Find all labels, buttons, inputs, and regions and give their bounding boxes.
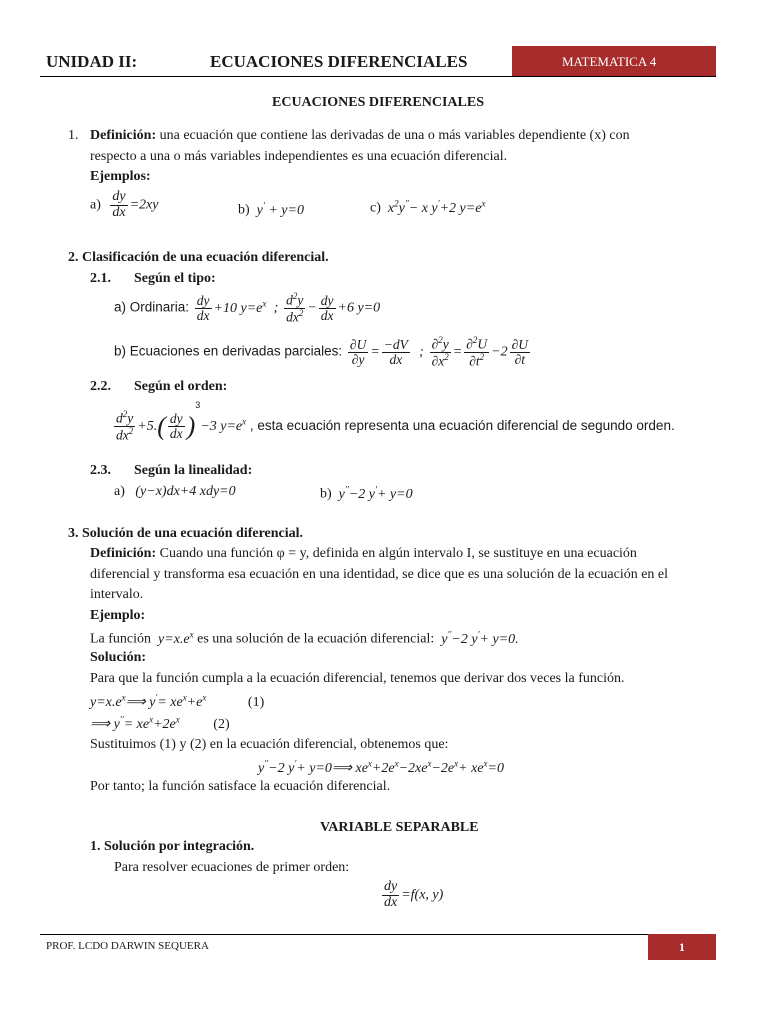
- sec22-eq: $\frac{d^2y}{dx^2}$ +5.( $\frac{dy}{dx}$ )$^3$−3 $y=e^x$ , esta ecuación representa una ecuación diferencial de segundo orden.: [116, 400, 675, 443]
- sec23-title: Según la linealidad:: [134, 463, 253, 478]
- varsep-eq: $\frac{dy}{dx}$ =f(x, y): [384, 879, 444, 910]
- footer-author: PROF. LCDO DARWIN SEQUERA: [46, 940, 209, 952]
- sec3-def-line1: [90, 546, 637, 562]
- varsep-text: Para resolver ecuaciones de primer orden:: [114, 860, 350, 875]
- ex-c-label: c): [370, 200, 381, 216]
- ex-b-label: b): [238, 202, 250, 218]
- sec3-title: 3. Solución de una ecuación diferencial.: [68, 526, 304, 541]
- header-unit: UNIDAD II:: [46, 52, 138, 71]
- sec23-a: a) (y−x)dx+4 xdy=0: [114, 484, 236, 499]
- footer-page-number: 1: [679, 940, 685, 954]
- sec23-a-label: a): [114, 484, 125, 499]
- sec1-text2: respecto a una o más variables independientes es una ecuación diferencial.: [90, 149, 508, 164]
- header-rule: [40, 76, 716, 77]
- header-subject: ECUACIONES DIFERENCIALES: [210, 52, 468, 71]
- sec2-title: 2. Clasificación de una ecuación diferencial.: [68, 250, 329, 265]
- sec21-a: a) Ordinaria: $\frac{dy}{dx}$ +10 $y=e^x$ ; $\frac{d^2y}{dx^2}$ − $\frac{dy}{dx}$ +6 y=0: [114, 291, 381, 325]
- sec3-conclusion: Por tanto; la función satisface la ecuación diferencial.: [90, 779, 391, 794]
- page-title: ECUACIONES DIFERENCIALES: [272, 95, 484, 110]
- sec3-def-label: Definición:: [90, 546, 157, 561]
- footer-page-box: [648, 934, 716, 960]
- sec23-b-label: b): [320, 486, 332, 502]
- sec1-line1: [90, 128, 630, 144]
- sec1-example-a: a) $\frac{dy}{dx}$ =2xy: [90, 189, 159, 220]
- varsep-title: VARIABLE SEPARABLE: [320, 820, 479, 835]
- header-course-box: [512, 46, 716, 76]
- sec3-subst-eq: y′′−2 y′+ y=0⟹ $xe^x+2e^x-2xe^x-2e^x+ xe^x=0$: [258, 758, 504, 776]
- sec3-example-label: Ejemplo:: [90, 608, 146, 623]
- sec1-examples-label: Ejemplos:: [90, 169, 151, 184]
- sec3-example-text2: es una solución de la ecuación diferencial:: [197, 631, 435, 647]
- sec1-text1: una ecuación que contiene las derivadas de una o más variables dependiente (x) con: [159, 128, 630, 143]
- sec3-def-text2: diferencial y transforma esa ecuación en una identidad, se dice que es una solución de la ecuación en el: [90, 567, 669, 582]
- sec23-num: 2.3.: [90, 463, 111, 478]
- sec3-def-text3: intervalo.: [90, 587, 144, 602]
- sec3-eq2: ⟹ $y''= xe^x+2e^x$ (2): [90, 714, 230, 732]
- sec3-eq1-tag: (1): [247, 694, 265, 710]
- sec3-eq2-tag: (2): [213, 716, 230, 732]
- sec23-b: b) y′′−2 y′+ y=0: [320, 484, 413, 502]
- sec22-num: 2.2.: [90, 379, 111, 394]
- sec3-eq1: $y=x.e^x⟹$ $y'= xe^x+e^x$ (1): [90, 692, 265, 710]
- sec21-title: Según el tipo:: [134, 271, 216, 286]
- footer-rule: [40, 934, 716, 935]
- sec3-example-line: La función $y=x.e^x$ es una solución de la ecuación diferencial: y′′−2 y′+ y=0.: [90, 629, 519, 647]
- sec1-def-label: Definición:: [90, 128, 157, 143]
- ex-a-label: a): [90, 197, 101, 213]
- header-course: MATEMATICA 4: [562, 54, 657, 69]
- sec22-text: , esta ecuación representa una ecuación diferencial de segundo orden.: [249, 418, 675, 433]
- sec3-solution-label: Solución:: [90, 650, 147, 665]
- sec21-a-label: a) Ordinaria:: [114, 299, 190, 315]
- sec21-b-label: b) Ecuaciones en derivadas parciales:: [114, 343, 343, 359]
- sec3-def-text1: Cuando una función φ = y, definida en algún intervalo I, se sustituye en una ecuación: [159, 546, 637, 561]
- varsep-s1: 1. Solución por integración.: [90, 839, 255, 854]
- sec3-solution-text: Para que la función cumpla a la ecuación diferencial, tenemos que derivar dos veces la función.: [90, 671, 625, 686]
- sec1-num: 1.: [68, 128, 79, 143]
- sec3-example-text1: La función: [90, 631, 152, 647]
- sec1-example-c: c) $x^2y''- x$ y′+2 $y=e^x$: [370, 198, 486, 216]
- sec22-title: Según el orden:: [134, 379, 228, 394]
- sec21-b: b) Ecuaciones en derivadas parciales: $\frac{\partial U}{\partial y}$ = $\frac{-dV}{dx}$ ; $\frac{\partial^2y}{\partial x^2}$ = $\frac{\partial^2U}{\partial t^2}$ −2 $\frac{\partial U}{\partial t}$: [114, 335, 529, 369]
- sec21-num: 2.1.: [90, 271, 111, 286]
- sec3-subst-text: Sustituimos (1) y (2) en la ecuación diferencial, obtenemos que:: [90, 737, 449, 752]
- sec1-example-b: b) y′ + y=0: [238, 200, 304, 218]
